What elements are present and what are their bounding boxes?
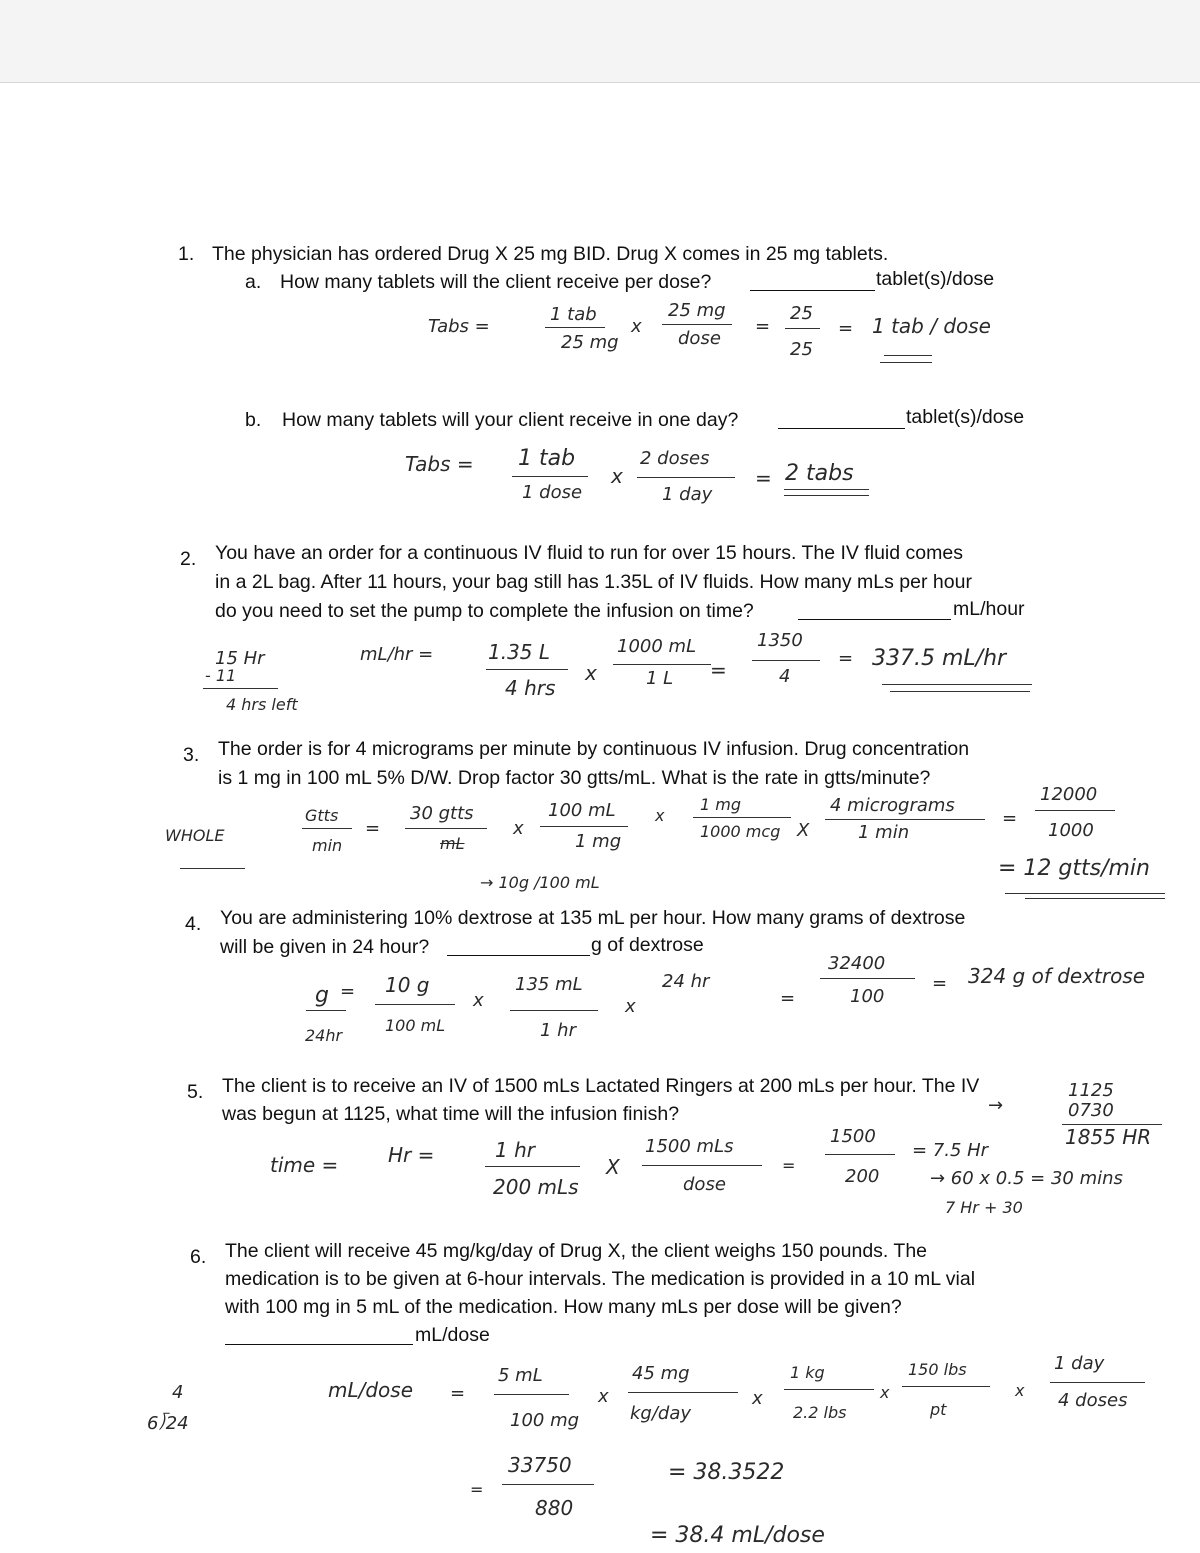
q3-lhs-den: min bbox=[312, 836, 343, 855]
q3-f2-bar bbox=[540, 826, 628, 827]
q5-number: 5. bbox=[187, 1081, 204, 1103]
q5-answer: 1855 HR bbox=[1065, 1125, 1152, 1149]
q4-f2-num: 135 mL bbox=[515, 974, 583, 995]
q2-answer-blank[interactable] bbox=[798, 601, 951, 620]
q6-unit: mL/dose bbox=[415, 1324, 490, 1346]
q1a-f2-bar bbox=[662, 324, 732, 325]
q2-eq2: = bbox=[838, 648, 854, 669]
q4-f1-den: 100 mL bbox=[385, 1016, 446, 1035]
q1b-work-label: Tabs = bbox=[405, 452, 474, 476]
q2-side-3: 4 hrs left bbox=[226, 695, 298, 714]
q3-f4-bar bbox=[825, 819, 985, 820]
q6-f1-num: 5 mL bbox=[498, 1365, 543, 1386]
q6-line3: with 100 mg in 5 mL of the medication. How many mLs per dose will be given? bbox=[225, 1296, 902, 1318]
q6-f2-num: 45 mg bbox=[632, 1363, 690, 1384]
q4-line1: You are administering 10% dextrose at 135 mL per hour. How many grams of dextrose bbox=[220, 907, 966, 929]
q4-f2-bar bbox=[510, 1010, 598, 1011]
q6-f3-den: 2.2 lbs bbox=[793, 1403, 847, 1422]
q1a-answer-underline-2 bbox=[880, 362, 932, 363]
q1b-answer-blank[interactable] bbox=[778, 410, 905, 429]
q6-result: = 38.3522 bbox=[668, 1460, 785, 1485]
q6-answer: = 38.4 mL/dose bbox=[650, 1523, 825, 1548]
q2-line3: do you need to set the pump to complete the infusion on time? bbox=[215, 600, 754, 622]
q6-side-top: 4 bbox=[172, 1382, 184, 1403]
q2-f2-bar bbox=[613, 664, 711, 665]
q3-f3-den: 1000 mcg bbox=[700, 822, 781, 841]
scan-top-margin bbox=[0, 0, 1200, 82]
q3-f4-den: 1 min bbox=[858, 822, 910, 843]
q5-hr: Hr = bbox=[388, 1143, 435, 1167]
q3-eq2: = bbox=[1002, 808, 1018, 829]
q2-f3-num: 1350 bbox=[757, 630, 803, 651]
q1b-f2-bar bbox=[637, 477, 735, 478]
q6-side-div: 6⟌24 bbox=[147, 1413, 189, 1434]
q2-line1: You have an order for a continuous IV fluid to run for over 15 hours. The IV fluid comes bbox=[215, 542, 963, 564]
q6-t2: x bbox=[752, 1388, 763, 1409]
q2-work-label: mL/hr = bbox=[360, 644, 434, 665]
q5-result-1: = 7.5 Hr bbox=[912, 1140, 989, 1161]
q6-eq0: = bbox=[450, 1383, 466, 1404]
q2-line2: in a 2L bag. After 11 hours, your bag still has 1.35L of IV fluids. How many mLs per hour bbox=[215, 571, 972, 593]
q3-f1-bar bbox=[405, 828, 487, 829]
q5-f2-bar bbox=[642, 1165, 762, 1166]
q3-f3-bar bbox=[693, 817, 791, 818]
q1a-label: a. bbox=[245, 271, 262, 293]
q3-answer-underline-1 bbox=[1005, 893, 1165, 894]
q3-f1-num: 30 gtts bbox=[410, 803, 474, 824]
q4-t2: x bbox=[625, 996, 636, 1017]
q4-eq1: = bbox=[780, 988, 796, 1009]
q1-number: 1. bbox=[178, 243, 195, 265]
q5-f3-num: 1500 bbox=[830, 1126, 876, 1147]
q3-lhs-num: Gtts bbox=[305, 806, 339, 825]
q1a-f3-num: 25 bbox=[790, 303, 813, 324]
q1a-f1-den: 25 mg bbox=[561, 332, 619, 353]
q5-f2-num: 1500 mLs bbox=[645, 1136, 734, 1157]
q1a-f1-bar bbox=[545, 327, 605, 328]
q1a-eq1: = bbox=[755, 316, 771, 337]
q4-line2: will be given in 24 hour? bbox=[220, 936, 430, 958]
q3-line1: The order is for 4 micrograms per minute by continuous IV infusion. Drug concentration bbox=[218, 738, 970, 760]
q2-f3-bar bbox=[752, 660, 820, 661]
q3-f3-num: 1 mg bbox=[700, 795, 742, 814]
q2-f2-num: 1000 mL bbox=[617, 636, 697, 657]
q6-f2-den: kg/day bbox=[630, 1403, 692, 1424]
q2-f1-bar bbox=[486, 669, 568, 670]
q4-lhs-num: g bbox=[315, 983, 329, 1008]
q2-side-2: - 11 bbox=[205, 666, 237, 685]
q6-f4-num: 150 lbs bbox=[908, 1360, 967, 1379]
q2-unit: mL/hour bbox=[953, 598, 1025, 620]
q1a-answer-underline-1 bbox=[884, 355, 932, 356]
q5-work-label: time = bbox=[270, 1153, 339, 1177]
q1b-answer: 2 tabs bbox=[785, 461, 854, 486]
q4-lhs-bar bbox=[306, 1010, 346, 1011]
q4-f2-den: 1 hr bbox=[540, 1020, 576, 1041]
q6-t3: x bbox=[880, 1383, 890, 1402]
q6-f2-bar bbox=[628, 1392, 738, 1393]
q5-f1-bar bbox=[485, 1166, 580, 1167]
q6-t4: x bbox=[1015, 1381, 1025, 1400]
q3-lhs-bar bbox=[302, 828, 352, 829]
q4-number: 4. bbox=[185, 913, 202, 935]
q4-answer: 324 g of dextrose bbox=[968, 964, 1146, 988]
q3-t1: x bbox=[513, 818, 524, 839]
scan-page-edge bbox=[0, 82, 1200, 83]
q6-eq1: = bbox=[470, 1480, 484, 1499]
q1a-text: How many tablets will the client receive per dose? bbox=[280, 271, 712, 293]
q4-eq2: = bbox=[932, 973, 948, 994]
q5-line1: The client is to receive an IV of 1500 mLs Lactated Ringers at 200 mLs per hour. The IV bbox=[222, 1075, 980, 1097]
q1a-f1-num: 1 tab bbox=[550, 304, 597, 325]
q6-answer-blank[interactable] bbox=[225, 1326, 413, 1345]
q3-f2-den: 1 mg bbox=[575, 831, 622, 852]
q1b-f2-den: 1 day bbox=[662, 484, 713, 505]
q1b-answer-underline-2 bbox=[784, 495, 869, 496]
q6-f1-bar bbox=[494, 1394, 569, 1395]
q3-f5-num: 12000 bbox=[1040, 784, 1098, 805]
q6-f4-den: pt bbox=[930, 1400, 947, 1419]
q1a-times: x bbox=[631, 316, 642, 337]
q2-answer: 337.5 mL/hr bbox=[872, 646, 1007, 671]
q1b-f1-bar bbox=[512, 476, 588, 477]
q2-number: 2. bbox=[180, 548, 197, 570]
q3-side: WHOLE bbox=[165, 826, 225, 845]
q6-work-label: mL/dose bbox=[328, 1378, 414, 1402]
q3-answer-underline-2 bbox=[1025, 898, 1165, 899]
q4-f1-bar bbox=[375, 1004, 455, 1005]
q6-f3-bar bbox=[784, 1389, 874, 1390]
q3-eq1: = bbox=[365, 818, 381, 839]
q1a-unit: tablet(s)/dose bbox=[876, 268, 995, 290]
q3-f1-den: mL bbox=[440, 834, 465, 853]
q4-unit: g of dextrose bbox=[591, 934, 704, 956]
q1b-text: How many tablets will your client receive in one day? bbox=[282, 409, 739, 431]
q1b-f1-den: 1 dose bbox=[522, 482, 583, 503]
q6-f5-bar bbox=[1050, 1382, 1145, 1383]
q1b-times: x bbox=[611, 464, 623, 488]
q5-f1-den: 200 mLs bbox=[493, 1175, 579, 1199]
q5-time-2: 0730 bbox=[1068, 1100, 1114, 1121]
q4-f4-den: 100 bbox=[850, 986, 885, 1007]
q3-t2: x bbox=[655, 806, 665, 825]
q1b-label: b. bbox=[245, 409, 262, 431]
q4-f1-num: 10 g bbox=[385, 973, 430, 997]
q5-time-1: 1125 bbox=[1068, 1080, 1114, 1101]
q5-arrow: → bbox=[988, 1095, 1004, 1116]
q6-f5-den: 4 doses bbox=[1058, 1390, 1128, 1411]
q1b-f1-num: 1 tab bbox=[518, 446, 576, 471]
q5-result-3: 7 Hr + 30 bbox=[945, 1198, 1023, 1217]
q1a-answer: 1 tab / dose bbox=[872, 314, 991, 338]
q5-times: X bbox=[606, 1155, 620, 1179]
q2-f3-den: 4 bbox=[779, 666, 791, 687]
q3-line2: is 1 mg in 100 mL 5% D/W. Drop factor 30 gtts/mL. What is the rate in gtts/minute? bbox=[218, 767, 931, 789]
q5-f3-den: 200 bbox=[845, 1166, 880, 1187]
q1a-answer-blank[interactable] bbox=[750, 272, 875, 291]
q2-f1-num: 1.35 L bbox=[488, 640, 551, 664]
q4-note: → 10g /100 mL bbox=[480, 873, 600, 892]
q6-line1: The client will receive 45 mg/kg/day of Drug X, the client weighs 150 pounds. The bbox=[225, 1240, 928, 1262]
q1b-f2-num: 2 doses bbox=[640, 448, 710, 469]
q5-f1-num: 1 hr bbox=[495, 1138, 535, 1162]
q6-f1-den: 100 mg bbox=[510, 1410, 580, 1431]
q1a-f2-den: dose bbox=[678, 328, 721, 349]
q6-f3-num: 1 kg bbox=[790, 1363, 825, 1382]
q1b-eq: = bbox=[755, 466, 772, 490]
q2-side-bar bbox=[203, 688, 278, 689]
q2-answer-underline-1 bbox=[882, 684, 1032, 685]
q3-answer: = 12 gtts/min bbox=[998, 856, 1150, 881]
q1a-f2-num: 25 mg bbox=[668, 300, 726, 321]
q2-f1-den: 4 hrs bbox=[505, 676, 556, 700]
q3-f4-num: 4 micrograms bbox=[830, 795, 955, 816]
q6-f6-num: 33750 bbox=[508, 1453, 572, 1477]
q1a-eq2: = bbox=[838, 318, 854, 339]
q1-text: The physician has ordered Drug X 25 mg BID. Drug X comes in 25 mg tablets. bbox=[212, 243, 889, 265]
q2-answer-underline-2 bbox=[890, 691, 1030, 692]
q6-f5-num: 1 day bbox=[1054, 1353, 1105, 1374]
q1b-unit: tablet(s)/dose bbox=[906, 406, 1025, 428]
q5-result-2: → 60 x 0.5 = 30 mins bbox=[930, 1168, 1123, 1189]
q4-f4-num: 32400 bbox=[828, 953, 886, 974]
q6-t1: x bbox=[598, 1386, 609, 1407]
q4-f4-bar bbox=[820, 978, 915, 979]
q5-eq1: = bbox=[782, 1156, 796, 1175]
q3-number: 3. bbox=[183, 744, 200, 766]
q6-f6-den: 880 bbox=[535, 1496, 574, 1520]
q1a-f3-den: 25 bbox=[790, 339, 813, 360]
q1b-answer-underline-1 bbox=[784, 489, 869, 490]
q4-f3: 24 hr bbox=[662, 971, 710, 992]
q2-times: x bbox=[585, 661, 597, 685]
q2-side-1: 15 Hr bbox=[215, 648, 265, 669]
q2-f2-den: 1 L bbox=[646, 668, 674, 689]
q4-lhs-den: 24hr bbox=[305, 1026, 343, 1045]
q3-f5-den: 1000 bbox=[1048, 820, 1094, 841]
q6-f6-bar bbox=[502, 1484, 594, 1485]
q2-eq1: = bbox=[710, 658, 727, 682]
q4-answer-blank[interactable] bbox=[447, 937, 590, 956]
q1a-f3-bar bbox=[785, 328, 820, 329]
q3-t3: X bbox=[797, 820, 810, 841]
q5-line2: was begun at 1125, what time will the infusion finish? bbox=[222, 1103, 680, 1125]
q3-f5-bar bbox=[1035, 810, 1115, 811]
q6-number: 6. bbox=[190, 1246, 207, 1268]
q6-line2: medication is to be given at 6-hour intervals. The medication is provided in a 10 mL vial bbox=[225, 1268, 976, 1290]
q3-f2-num: 100 mL bbox=[548, 800, 616, 821]
q3-side-underline bbox=[180, 868, 245, 869]
q1a-work-label: Tabs = bbox=[428, 316, 490, 337]
q5-f3-bar bbox=[825, 1154, 895, 1155]
q4-t1: x bbox=[473, 990, 484, 1011]
q6-f4-bar bbox=[902, 1386, 990, 1387]
q5-f2-den: dose bbox=[683, 1174, 726, 1195]
q4-eq0: = bbox=[340, 981, 356, 1002]
